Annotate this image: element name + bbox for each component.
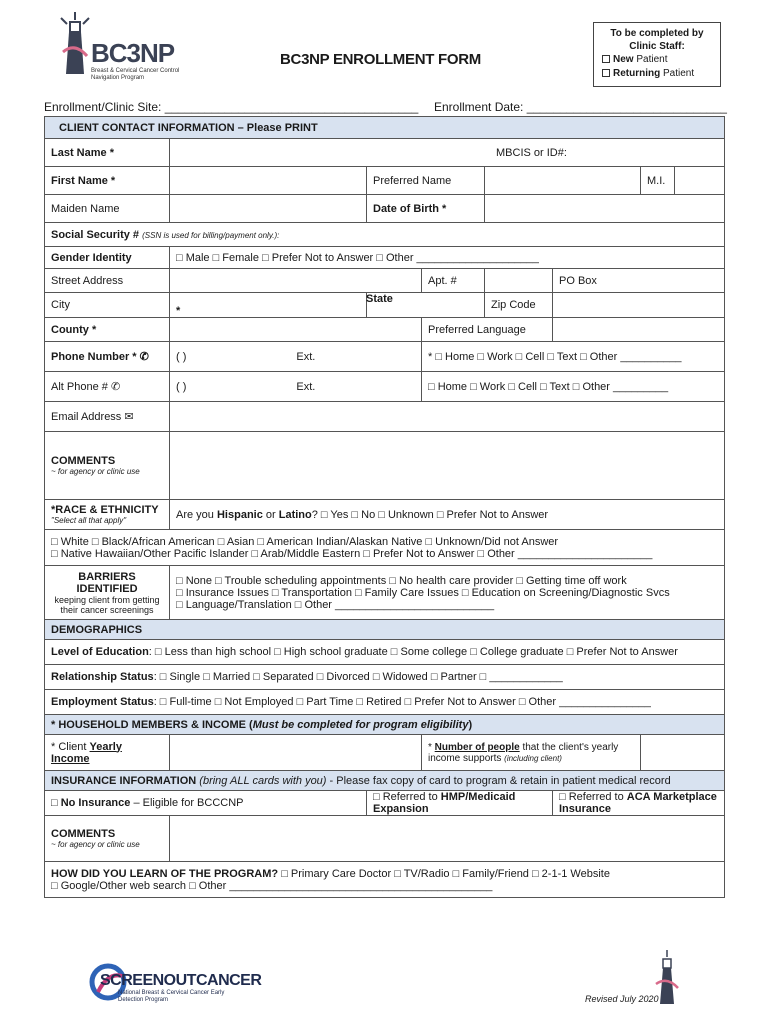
barriers-label-cell: BARRIERS IDENTIFIED keeping client from getting their cancer screenings (45, 566, 170, 620)
street-input[interactable] (170, 269, 422, 293)
logo-subtitle: Breast & Cervical Cancer Control Navigation Program (91, 68, 180, 81)
demographics-header: DEMOGRAPHICS (45, 620, 725, 640)
income-input[interactable] (170, 735, 422, 771)
maiden-name-label: Maiden Name (45, 195, 170, 223)
relationship-options[interactable]: Relationship Status: □ Single □ Married □ Separated □ Divorced □ Widowed □ Partner □ ____________ (45, 665, 725, 690)
zip-input[interactable] (553, 293, 725, 318)
alt-phone-label-cell: Alt Phone # ✆ (45, 372, 170, 402)
phone-input[interactable]: ( ) Ext. (170, 342, 422, 372)
checkbox-icon[interactable] (602, 55, 610, 63)
enrollment-site-field[interactable]: Enrollment/Clinic Site: ______________________________________ (44, 100, 419, 114)
email-label-cell: Email Address ✉ (45, 402, 170, 432)
enrollment-date-field[interactable]: Enrollment Date: ______________________________ (434, 100, 727, 114)
last-name-input[interactable] (170, 139, 725, 167)
household-size-input[interactable] (641, 735, 725, 771)
city-input[interactable] (170, 293, 393, 318)
ssn-note: (SSN is used for billing/payment only.): (142, 230, 280, 240)
footer-logo-text: SCREENOUTCANCER (100, 972, 262, 989)
comments-input[interactable] (170, 432, 725, 500)
pref-lang-input[interactable] (553, 318, 725, 342)
aca-referral-option[interactable]: □ Referred to ACA Marketplace Insurance (553, 791, 725, 816)
hispanic-question[interactable]: Are you Hispanic or Latino? □ Yes □ No □ Unknown □ Prefer Not to Answer (170, 500, 725, 530)
gender-label: Gender Identity (45, 247, 170, 269)
learn-options[interactable]: HOW DID YOU LEARN OF THE PROGRAM? □ Primary Care Doctor □ TV/Radio □ Family/Friend □ 2-1-1 Website □ Google/Other web search □ Other ___________________________________________ (45, 862, 725, 898)
alt-ext-label: Ext. (296, 380, 316, 393)
new-patient-option[interactable]: New Patient (602, 53, 712, 67)
clinic-staff-box (593, 22, 721, 87)
phone-icon: ✆ (110, 381, 121, 393)
last-name-label: Last Name * (45, 139, 170, 167)
preferred-name-input[interactable] (485, 167, 641, 195)
race-label-cell: *RACE & ETHNICITY "Select all that apply" (45, 500, 170, 530)
zip-label: Zip Code (485, 293, 553, 318)
dob-input[interactable] (485, 195, 725, 223)
race-options[interactable]: □ White □ Black/African American □ Asian □ American Indian/Alaskan Native □ Unknown/Did not Answer □ Native Hawaiian/Other Pacific Islander □ Arab/Middle Eastern □ Prefer Not to Answer □ Other ______________________ (45, 530, 725, 566)
logo-text: BC3NP (91, 38, 175, 68)
ext-label: Ext. (296, 350, 316, 363)
income-label: * Client Yearly Income (45, 735, 170, 771)
po-box-label: PO Box (553, 269, 725, 293)
contact-table (44, 116, 725, 898)
alt-phone-type-options[interactable]: □ Home □ Work □ Cell □ Text □ Other _________ (422, 372, 725, 402)
gender-options[interactable]: □ Male □ Female □ Prefer Not to Answer □ Other ____________________ (170, 247, 725, 269)
ssn-field[interactable] (45, 223, 725, 247)
household-size-label: * Number of people that the client's yearly income supports (including client) (422, 735, 641, 771)
alt-phone-input[interactable]: ( ) Ext. (170, 372, 422, 402)
bc3np-logo (55, 12, 180, 82)
insurance-header: INSURANCE INFORMATION (bring ALL cards with you) - Please fax copy of card to program & retain in patient medical record (45, 771, 725, 791)
preferred-name-label: Preferred Name (367, 167, 485, 195)
apt-input[interactable] (485, 269, 553, 293)
screenoutcancer-logo (88, 960, 262, 1010)
employment-options[interactable]: Employment Status: □ Full-time □ Not Employed □ Part Time □ Retired □ Prefer Not to Answer □ Other _______________ (45, 690, 725, 715)
contact-section-header: CLIENT CONTACT INFORMATION – Please PRINT (45, 117, 725, 139)
dob-label: Date of Birth * (367, 195, 485, 223)
county-label: County * (45, 318, 170, 342)
no-insurance-option[interactable]: □ No Insurance – Eligible for BCCCNP (45, 791, 367, 816)
county-input[interactable] (170, 318, 422, 342)
household-header: * HOUSEHOLD MEMBERS & INCOME (Must be completed for program eligibility) (45, 715, 725, 735)
footer-logo-sub: National Breast & Cervical Cancer Early Detection Program (118, 990, 225, 1003)
hmp-referral-option[interactable]: □ Referred to HMP/Medicaid Expansion (367, 791, 553, 816)
phone-label-cell: Phone Number * ✆ (45, 342, 170, 372)
maiden-name-input[interactable] (170, 195, 367, 223)
staff-box-heading: To be completed by Clinic Staff: (610, 28, 704, 52)
lighthouse-icon (55, 12, 95, 82)
insurance-comments-label-cell: COMMENTS ~ for agency or clinic use (45, 816, 170, 862)
street-label: Street Address (45, 269, 170, 293)
phone-icon: ✆ (139, 351, 149, 363)
phone-type-options[interactable]: * □ Home □ Work □ Cell □ Text □ Other __________ (422, 342, 725, 372)
page-title: BC3NP ENROLLMENT FORM (280, 51, 481, 68)
returning-patient-option[interactable]: Returning Patient (602, 67, 712, 81)
first-name-input[interactable] (170, 167, 367, 195)
education-options[interactable]: Level of Education: □ Less than high school □ High school graduate □ Some college □ College graduate □ Prefer Not to Answer (45, 640, 725, 665)
barriers-options[interactable]: □ None □ Trouble scheduling appointments □ No health care provider □ Getting time off work □ Insurance Issues □ Transportation □ Family Care Issues □ Education on Screening/Diagnostic Svcs □ Language/Translation □ Other __________________________ (170, 566, 725, 620)
revised-date: Revised July 2020 (585, 994, 659, 1004)
apt-label: Apt. # (422, 269, 485, 293)
state-label: State * (176, 293, 393, 317)
checkbox-icon[interactable] (602, 69, 610, 77)
pref-lang-label: Preferred Language (422, 318, 553, 342)
first-name-label: First Name * (45, 167, 170, 195)
email-input[interactable] (170, 402, 725, 432)
mi-input[interactable] (675, 167, 725, 195)
comments-label-cell: COMMENTS ~ for agency or clinic use (45, 432, 170, 500)
mbcis-label: MBCIS or ID#: (496, 146, 567, 159)
insurance-comments-input[interactable] (170, 816, 725, 862)
ssn-label: Social Security # (51, 228, 140, 241)
envelope-icon: ✉ (124, 411, 134, 423)
mi-label: M.I. (641, 167, 675, 195)
city-label: City (45, 293, 170, 318)
